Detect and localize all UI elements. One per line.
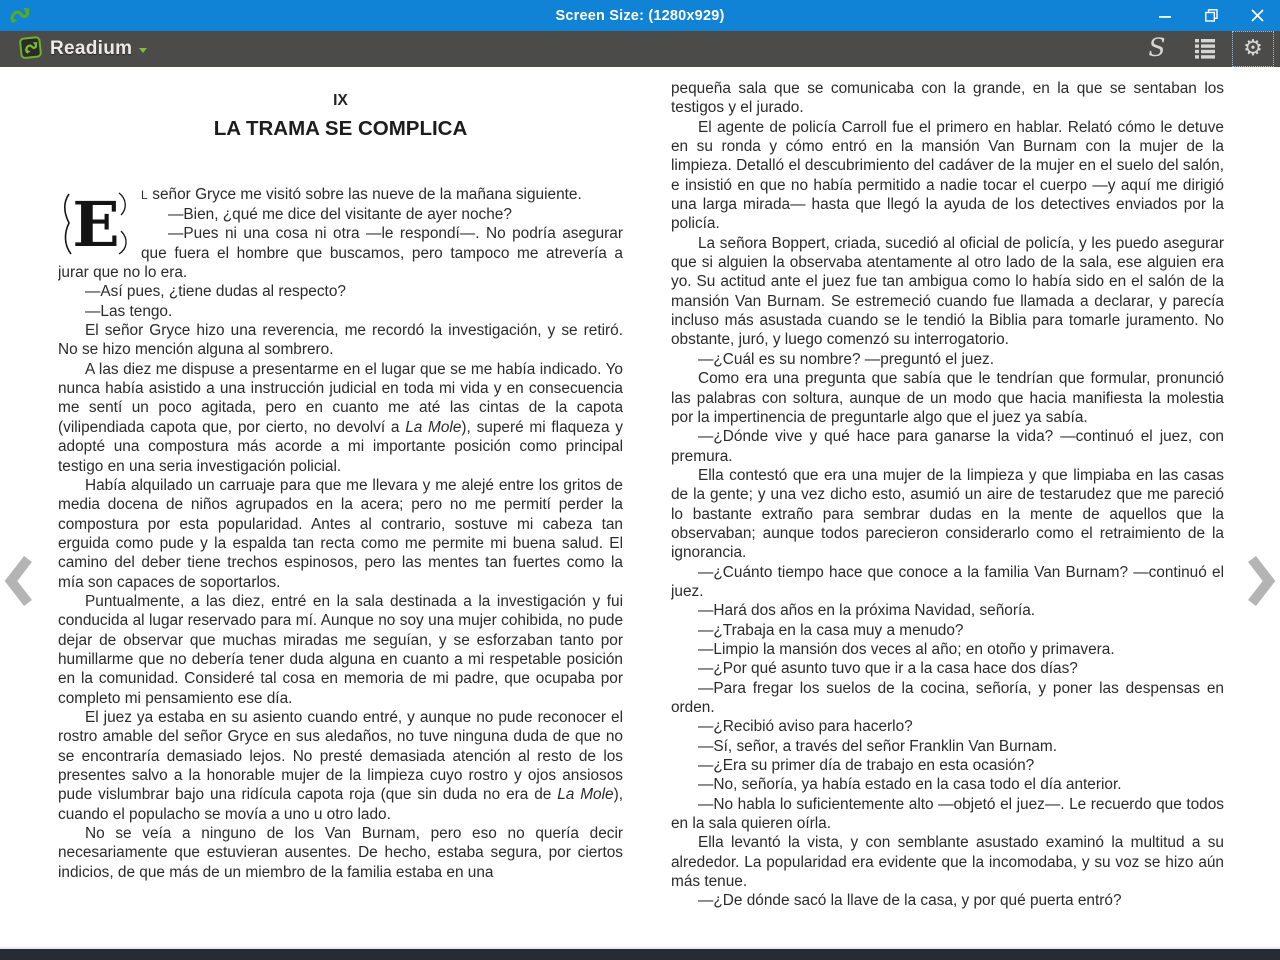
paragraph: —Pues ni una cosa ni otra —le respondí—. No podría asegurar que fuera el hombre que buscamos, pero tampoco me atrevería a jurar que no lo era. [58, 225, 623, 282]
paragraph: Como era una pregunta que sabía que le tendrían que formular, pronunció las palabras con soltura, aunque de un modo que hacia manifiesta la molestia por la impertinencia de preguntarle algo que el juez ya sabía. [671, 370, 1224, 426]
paragraph: —Así pues, ¿tiene dudas al respecto? [85, 283, 346, 301]
paragraph: —Limpio la mansión dos veces al año; en otoño y primavera. [698, 640, 1115, 658]
gear-icon: ⚙ [1243, 36, 1263, 61]
page-column-left [58, 67, 623, 947]
chevron-left-icon [4, 595, 34, 610]
paragraph: —No habla lo suficientemente alto —objetó el juez—. Le recuerdo que todos en la sala quieren oírla. [671, 795, 1224, 833]
maximize-button[interactable] [1188, 0, 1234, 31]
readium-logo-icon [19, 36, 43, 63]
paragraph: Había alquilado un carruaje para que me llevara y me alejé entre los gritos de media docena de niños agrupados en la acera; pero no me permití perder la compostura por esta popularidad. Antes al contrario, sostuve mi cabeza tan erguida como pude y la espalda tan recta como me permite mi buena salud. El camino del deber tiene trechos espinosos, pero las mentes tan fuertes como la mía son capaces de soportarlos. [58, 476, 623, 591]
paragraph: No se veía a ninguno de los Van Burnam, pero eso no quería decir necesariamente que estuvieran ausentes. De hecho, estaba segura, por ciertos indicios, de que más de un miembro de la familia estaba en una [58, 825, 623, 881]
chevron-right-icon [1246, 595, 1276, 610]
paragraph: El agente de policía Carroll fue el primero en hablar. Relató cómo le detuve en su ronda y cómo entró en la mansión Van Burnam con la mujer de la limpieza. Detalló el descubrimiento del cadáver de la mujer en el suelo del salón, e insistió en que no había permitido a nadie tocar el cuerpo —y aquí me dirigió una larga mirada— hasta que llegó la ayuda de los detectives enviados por la policía. [671, 118, 1224, 233]
paragraph: Ella contestó que era una mujer de la limpieza y que limpiaba en las casas de la gente; y una vez dicho esto, asumió un aire de testarudez que me pareció lo bastante extraño para sembrar dudas en la mente de aquellos que la observaban; aunque todos parecieron considerarlo como el retraimiento de la ignorancia. [671, 466, 1224, 562]
chevron-down-icon [139, 48, 147, 53]
settings-button[interactable] [1234, 33, 1272, 65]
column-right-text [671, 79, 1224, 911]
link-button[interactable] [1138, 33, 1176, 65]
previous-page-button[interactable] [4, 554, 34, 610]
paragraph: La señora Boppert, criada, sucedió al oficial de policía, y les puedo asegurar que si alguien la observaba atentamente al otro lado de la sala, ese alguien era yo. Su actitud ante el juez fue tan ambigua como lo había sido en el salón de la mansión Van Burnam. Se estremeció cuando fue llamada a declarar, y parecía incluso más asustada cuando se le tendió la Biblia para tomarle juramento. No obstante, juró, y luego comenzó su interrogatorio. [671, 234, 1224, 349]
paragraph: —Para fregar los suelos de la cocina, señoría, y poner las despensas en orden. [671, 679, 1224, 716]
paragraph: —¿Cuál es su nombre? —preguntó el juez. [698, 350, 994, 368]
paragraph: Ella levantó la vista, y con semblante asustado examinó la multitud a su alrededor. La popularidad era evidente que la incomodaba, y su voz se hizo aún más tenue. [671, 834, 1224, 891]
reader-page [0, 67, 1280, 947]
paragraph: El señor Gryce hizo una reverencia, me recordó la investigación, y se retiró. No se hizo mención alguna al sombrero. [58, 322, 623, 359]
paragraph: —¿Dónde vive y qué hace para ganarse la vida? —continuó el juez, con premura. [671, 428, 1224, 465]
paragraph: Puntualmente, a las diez, entré en la sala destinada a la investigación y fui conducida al lugar reservado para mí. Aunque no soy una mujer cohibida, no pude dejar de observar que muchas miradas me seguían, y se esforzaban tanto por humillarme que no debería tener duda alguna en cuanto a mi respetable posición en la comunidad. Consideré tal cosa en memoria de mi padre, que ocupaba por completo mi pensamiento ese día. [58, 592, 623, 707]
paragraph: pequeña sala que se comunicaba con la grande, en la que se sentaban los testigos y el jurado. [671, 80, 1224, 117]
toolbar-actions [1138, 33, 1280, 65]
brand-label: Readium [50, 38, 133, 59]
link-icon [1145, 35, 1169, 64]
paragraph: —Bien, ¿qué me dice del visitante de ayer noche? [168, 206, 512, 224]
paragraph: —¿Trabaja en la casa muy a menudo? [698, 621, 964, 639]
toc-list-icon [1193, 36, 1217, 63]
page-column-right [671, 67, 1224, 947]
paragraph: —No, señoría, ya había estado en la casa todo el día anterior. [698, 776, 1122, 794]
next-page-button[interactable] [1246, 554, 1276, 610]
taskbar-strip [0, 947, 1280, 960]
window-title: Screen Size: (1280x929) [555, 7, 725, 24]
paragraph: —¿Por qué asunto tuvo que ir a la casa hace dos días? [698, 660, 1078, 678]
paragraph: —Las tengo. [85, 302, 173, 320]
toc-button[interactable] [1186, 33, 1224, 65]
chapter-title: LA TRAMA SE COMPLICA [213, 117, 468, 141]
paragraph: E L señor Gryce me visitó sobre las nueve de la mañana siguiente. [58, 185, 623, 205]
title-bar [0, 0, 1280, 31]
column-left-text [58, 185, 623, 882]
dropcap-initial [58, 188, 132, 258]
paragraph: —¿Recibió aviso para hacerlo? [698, 718, 913, 736]
paragraph: —¿Era su primer día de trabajo en esta ocasión? [698, 757, 1035, 775]
readium-squiggle-icon [8, 5, 30, 27]
chapter-number: IX [333, 92, 348, 109]
close-button[interactable] [1234, 0, 1280, 31]
svg-text:E: E [72, 187, 120, 258]
minimize-button[interactable] [1142, 0, 1188, 31]
app-toolbar [0, 31, 1280, 67]
paragraph: A las diez me dispuse a presentarme en el lugar que se me había indicado. Yo nunca había asistido a una instrucción judicial en toda mi vida y en consecuencia me sentí un poco agitada, pero en cuanto me até las cintas de la capota (vilipendiada capota que, por cierto, no devolví a La Mole), superé mi flaqueza y adopté una compostura más acorde a mi importante posición como principal testigo en una seria investigación policial. [58, 360, 623, 475]
paragraph: —Sí, señor, a través del señor Franklin Van Burnam. [698, 737, 1057, 755]
paragraph: El juez ya estaba en su asiento cuando entré, y aunque no pude reconocer el rostro amable del señor Gryce en sus aledaños, no tuve ninguna duda de que no se encontraría demasiado lejos. No presté demasiada atención al resto de los presentes salvo a la honorable mujer de la limpieza cuyo rostro y ojos ansiosos pude vislumbrar bajo una ridícula capota roja (que sin duda no era de La Mole), cuando el populacho se movía a uno u otro lado. [58, 708, 623, 823]
paragraph: —¿Cuánto tiempo hace que conoce a la familia Van Burnam? —continuó el juez. [671, 563, 1224, 600]
readium-menu-button[interactable] [13, 35, 153, 64]
paragraph: —¿De dónde sacó la llave de la casa, y por qué puerta entró? [698, 892, 1122, 910]
window-controls [1142, 0, 1280, 31]
paragraph: —Hará dos años en la próxima Navidad, señoría. [698, 602, 1036, 620]
svg-text:S: S [1148, 34, 1166, 61]
